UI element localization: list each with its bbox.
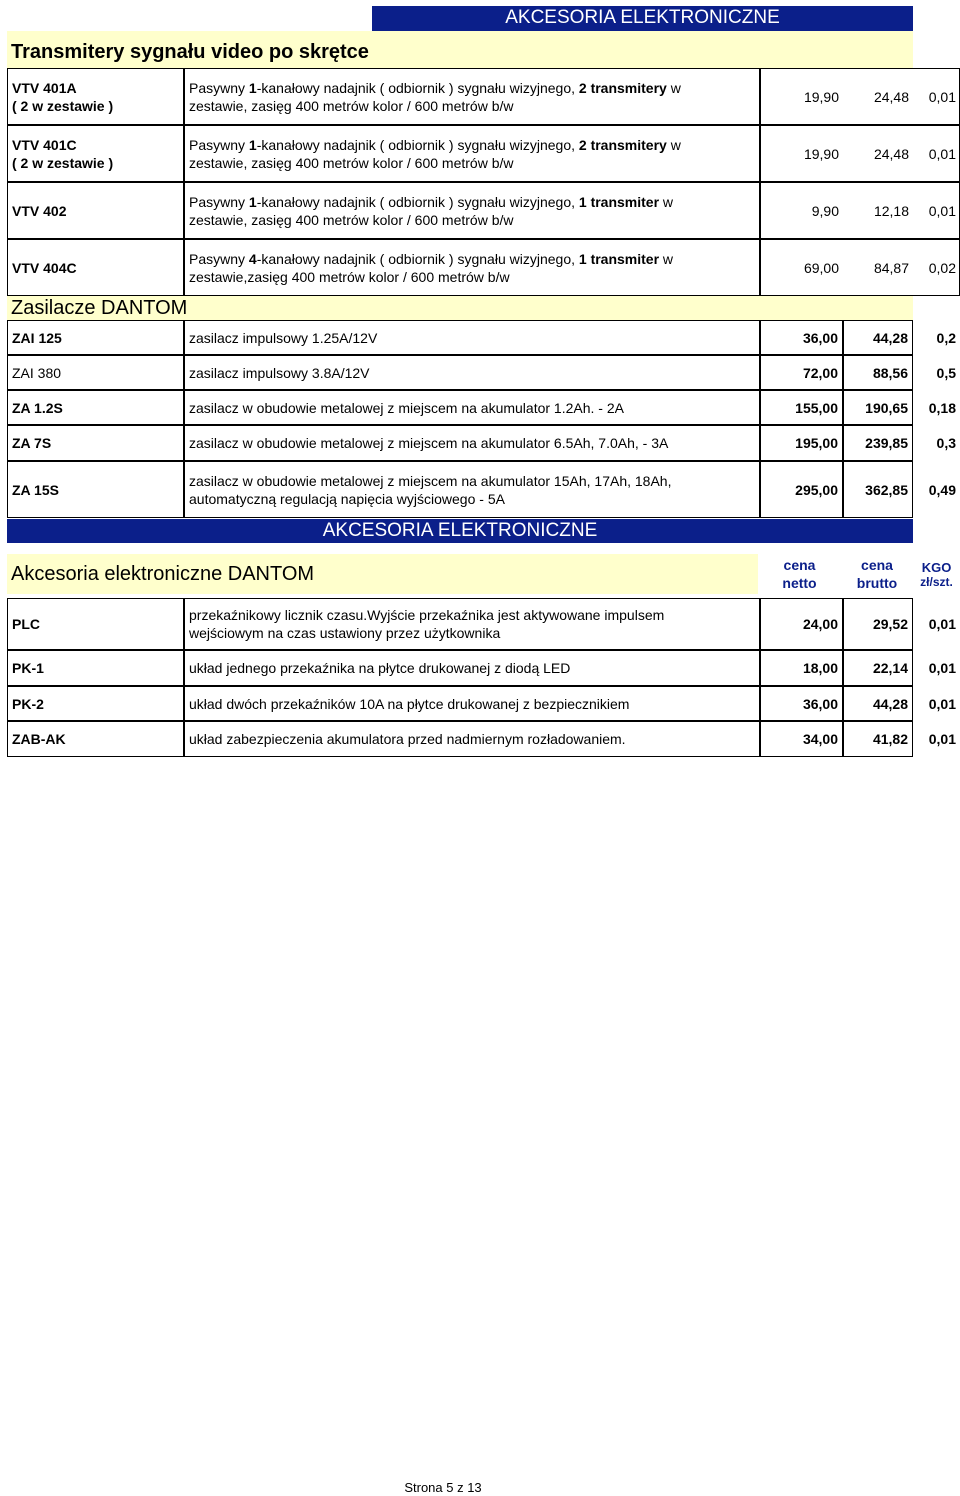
price-kgo: 0,01 xyxy=(928,145,956,162)
description-part: -kanałowy nadajnik ( odbiornik ) sygnału wizyjnego, xyxy=(256,136,579,153)
column-header-brutto xyxy=(841,554,913,594)
product-code-cell: PK-2 xyxy=(7,686,184,721)
price-netto: 19,90 xyxy=(803,145,839,162)
column-header-kgo-2: zł/szt. xyxy=(920,574,953,589)
video-code-cell xyxy=(7,68,184,125)
product-code: VTV 401A xyxy=(12,79,77,96)
section-title-power xyxy=(7,296,913,320)
description-cell xyxy=(184,425,760,461)
price-brutto: 24,48 xyxy=(873,88,909,105)
product-code: VTV 402 xyxy=(12,202,67,219)
product-code-cell: ZAI 380 xyxy=(7,355,184,390)
product-code: VTV 401C xyxy=(12,136,77,153)
description-cell xyxy=(184,390,760,425)
column-header-netto-2: netto xyxy=(782,575,817,591)
description-line-2: zestawie,zasięg 400 metrów kolor / 600 metrów b/w xyxy=(189,268,510,285)
description-bold: 2 transmitery xyxy=(578,79,667,96)
description-line-2: automatyczną regulacją napięcia wyjściowego - 5A xyxy=(189,490,505,507)
column-header-brutto-1: cena xyxy=(861,557,893,573)
price-kgo: 0,01 xyxy=(928,660,956,676)
description-line-1: zasilacz impulsowy 3.8A/12V xyxy=(189,364,370,381)
video-description-cell xyxy=(184,68,760,125)
video-code-cell xyxy=(7,125,184,182)
price-brutto: 24,48 xyxy=(873,145,909,162)
price-netto: 195,00 xyxy=(760,425,843,461)
product-code-cell: ZA 15S xyxy=(7,461,184,518)
price-kgo: 0,02 xyxy=(928,259,956,276)
description-cell xyxy=(184,650,760,686)
price-netto: 18,00 xyxy=(760,650,843,686)
description-cell xyxy=(184,721,760,757)
product-code: VTV 404C xyxy=(12,259,77,276)
description-part: Pasywny xyxy=(189,193,249,210)
description-part: Pasywny xyxy=(189,250,249,267)
description-line-1: zasilacz impulsowy 1.25A/12V xyxy=(189,329,378,346)
description-line-2: wejściowym na czas ustawiony przez użytkownika xyxy=(189,625,501,641)
price-brutto: 44,28 xyxy=(843,686,913,721)
price-kgo: 0,01 xyxy=(928,202,956,219)
price-netto: 36,00 xyxy=(760,320,843,355)
price-kgo: 0,2 xyxy=(936,329,956,346)
section-title-power-text: Zasilacze DANTOM xyxy=(11,297,188,319)
price-netto: 72,00 xyxy=(760,355,843,390)
price-kgo: 0,3 xyxy=(936,435,956,451)
page-footer: Strona 5 z 13 xyxy=(404,1480,482,1495)
price-kgo: 0,01 xyxy=(928,616,956,632)
description-line-1: układ dwóch przekaźników 10A na płytce drukowanej z bezpiecznikiem xyxy=(189,695,630,712)
description-part: -kanałowy nadajnik ( odbiornik ) sygnału wizyjnego, xyxy=(256,193,579,210)
price-brutto: 12,18 xyxy=(873,202,909,219)
description-line-1: zasilacz w obudowie metalowej z miejscem na akumulator 1.2Ah. - 2A xyxy=(189,399,624,416)
description-bold: 1 xyxy=(248,136,257,153)
product-code-cell: ZA 7S xyxy=(7,425,184,461)
description-line-1: układ jednego przekaźnika na płytce drukowanej z diodą LED xyxy=(189,660,571,676)
price-netto: 9,90 xyxy=(811,202,839,219)
description-cell xyxy=(184,686,760,721)
description-part: w xyxy=(659,193,674,210)
price-netto: 36,00 xyxy=(760,686,843,721)
description-part: w xyxy=(666,136,681,153)
video-description-cell xyxy=(184,182,760,239)
video-description-cell xyxy=(184,239,760,296)
description-bold: 1 transmiter xyxy=(578,193,660,210)
description-line-1: przekaźnikowy licznik czasu.Wyjście przekaźnika jest aktywowane impulsem xyxy=(189,607,665,623)
description-line-2: zestawie, zasięg 400 metrów kolor / 600 metrów b/w xyxy=(189,211,514,228)
price-netto: 24,00 xyxy=(760,598,843,650)
price-brutto: 190,65 xyxy=(843,390,913,425)
product-code-cell: ZA 1.2S xyxy=(7,390,184,425)
description-part: w xyxy=(666,79,681,96)
description-part: w xyxy=(659,250,674,267)
product-code-note: ( 2 w zestawie ) xyxy=(12,97,114,114)
video-code-cell xyxy=(7,239,184,296)
description-part: -kanałowy nadajnik ( odbiornik ) sygnału wizyjnego, xyxy=(256,250,579,267)
column-header-kgo xyxy=(913,556,960,592)
section-title-video xyxy=(7,31,913,68)
description-line-1 xyxy=(189,193,673,211)
description-part: -kanałowy nadajnik ( odbiornik ) sygnału wizyjnego, xyxy=(256,79,579,96)
description-bold: 1 xyxy=(248,193,257,210)
price-brutto: 239,85 xyxy=(843,425,913,461)
column-header-brutto-2: brutto xyxy=(856,575,898,591)
price-kgo: 0,5 xyxy=(936,364,956,381)
price-brutto: 22,14 xyxy=(843,650,913,686)
price-netto: 69,00 xyxy=(803,259,839,276)
price-netto: 34,00 xyxy=(760,721,843,757)
description-part: Pasywny xyxy=(189,79,249,96)
description-line-1 xyxy=(189,250,673,268)
product-code-cell: ZAB-AK xyxy=(7,721,184,757)
price-brutto: 362,85 xyxy=(843,461,913,518)
video-description-cell xyxy=(184,125,760,182)
price-netto: 155,00 xyxy=(760,390,843,425)
description-line-1: układ zabezpieczenia akumulatora przed nadmiernym rozładowaniem. xyxy=(189,731,626,747)
section-title-accessories xyxy=(7,554,758,594)
description-cell xyxy=(184,320,760,355)
section-title-accessories-text: Akcesoria elektroniczne DANTOM xyxy=(11,563,315,585)
column-header-netto-1: cena xyxy=(783,557,816,573)
section-title-video-text: Transmitery sygnału video po skrętce xyxy=(11,41,369,63)
description-line-1 xyxy=(189,136,681,154)
description-part: Pasywny xyxy=(189,136,249,153)
price-brutto: 44,28 xyxy=(843,320,913,355)
top-banner: AKCESORIA ELEKTRONICZNE xyxy=(372,6,913,31)
price-brutto: 29,52 xyxy=(843,598,913,650)
video-code-cell xyxy=(7,182,184,239)
price-kgo: 0,18 xyxy=(928,399,956,416)
price-kgo: 0,01 xyxy=(928,88,956,105)
price-kgo: 0,01 xyxy=(928,695,956,712)
price-kgo: 0,49 xyxy=(928,481,956,498)
product-code-note: ( 2 w zestawie ) xyxy=(12,154,114,171)
description-bold: 1 xyxy=(248,79,257,96)
price-netto: 19,90 xyxy=(803,88,839,105)
description-line-1: zasilacz w obudowie metalowej z miejscem na akumulator 6.5Ah, 7.0Ah, - 3A xyxy=(189,435,669,451)
description-line-2: zestawie, zasięg 400 metrów kolor / 600 metrów b/w xyxy=(189,154,514,171)
price-brutto: 41,82 xyxy=(843,721,913,757)
description-bold: 1 transmiter xyxy=(578,250,660,267)
price-kgo: 0,01 xyxy=(928,731,956,747)
column-header-kgo-1: KGO xyxy=(921,559,952,575)
description-bold: 4 xyxy=(248,250,257,267)
description-line-1: zasilacz w obudowie metalowej z miejscem na akumulator 15Ah, 17Ah, 18Ah, xyxy=(189,472,672,489)
product-code-cell: PLC xyxy=(7,598,184,650)
description-cell xyxy=(184,355,760,390)
price-brutto: 84,87 xyxy=(873,259,909,276)
price-netto: 295,00 xyxy=(760,461,843,518)
accessories-banner: AKCESORIA ELEKTRONICZNE xyxy=(7,519,913,543)
description-line-1 xyxy=(189,79,681,97)
description-line-2: zestawie, zasięg 400 metrów kolor / 600 metrów b/w xyxy=(189,97,514,114)
description-bold: 2 transmitery xyxy=(578,136,667,153)
description-cell xyxy=(184,598,760,650)
column-header-netto xyxy=(758,554,841,594)
product-code-cell: ZAI 125 xyxy=(7,320,184,355)
product-code-cell: PK-1 xyxy=(7,650,184,686)
description-cell xyxy=(184,461,760,518)
price-brutto: 88,56 xyxy=(843,355,913,390)
